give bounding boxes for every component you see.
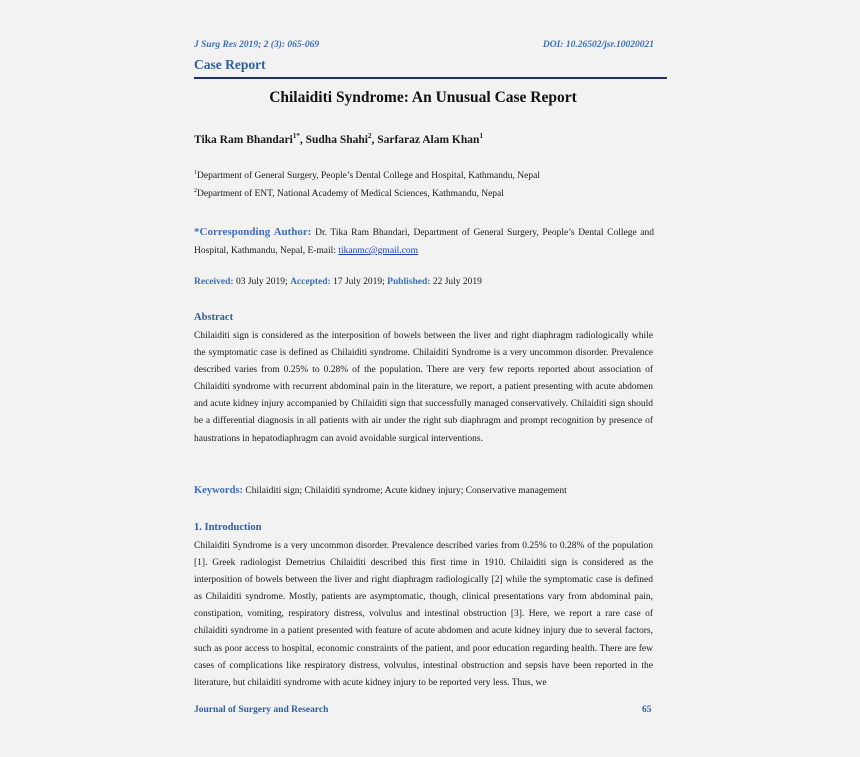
introduction-text: Chilaiditi Syndrome is a very uncommon disorder. Prevalence described varies from 0.25% to 0.28% of the population [1]. Greek radiologist Demetrius Chilaiditi described this first time in 1910. Chilaiditi sign is considered as the interposition of bowels between the liver and right diaphragm radiologically [2] while the symptomatic case is defined as Chilaiditi syndrome. Mostly, patients are asymptomatic, though, clinical presentations vary from abdominal pain, constipation, vomiting, respiratory distress, volvulus and intestinal obstruction [3]. Here, we report a rare case of chilaiditi syndrome in a patient presented with feature of acute abdomen and acute kidney injury due to several factors, such as poor access to hospital, economic constraints of the patient, and poor education regarding health. There are few cases of complications like respiratory distress, volvulus, intestinal obstruction and sepsis have been reported in the literature, but chilaiditi syndrome with acute kidney injury to be reported very less. Thus, we bbox=[194, 541, 653, 688]
publication-dates bbox=[194, 277, 482, 287]
author-sup: 2 bbox=[367, 132, 372, 140]
header-divider bbox=[194, 77, 667, 79]
affiliation-sup: 1 bbox=[194, 170, 197, 176]
corresponding-text: Dr. Tika Ram Bhandari, Department of General Surgery, People’s Dental College and Hospital, Kathmandu, Nepal, E-mail: bbox=[194, 228, 655, 256]
author-name: Sarfaraz Alam Khan bbox=[377, 133, 480, 146]
affiliation bbox=[194, 170, 540, 181]
keywords bbox=[194, 485, 567, 496]
introduction-heading: 1. Introduction bbox=[194, 522, 262, 533]
article-type: Case Report bbox=[194, 57, 266, 72]
published-date: 22 July 2019 bbox=[432, 277, 482, 287]
author-name: Tika Ram Bhandari bbox=[194, 133, 293, 146]
article-title: Chilaiditi Syndrome: An Unusual Case Report bbox=[269, 89, 577, 106]
affiliation bbox=[194, 188, 504, 199]
received-label: Received: bbox=[194, 277, 234, 287]
corresponding-author bbox=[194, 223, 654, 260]
keywords-label: Keywords: bbox=[194, 485, 243, 496]
journal-citation: J Surg Res 2019; 2 (3): 065-069 bbox=[194, 40, 320, 50]
corresponding-label: *Corresponding Author: bbox=[194, 226, 312, 238]
accepted-date: 17 July 2019; bbox=[333, 277, 385, 287]
affiliation-sup: 2 bbox=[194, 188, 197, 194]
received-date: 03 July 2019; bbox=[235, 277, 288, 287]
affiliation-text: Department of General Surgery, People’s Dental College and Hospital, Kathmandu, Nepal bbox=[197, 171, 540, 182]
page-number: 65 bbox=[642, 705, 652, 715]
author-list: Tika Ram Bhandari$^{1*}$, Sudha Shahi$^2$, Sarfaraz Alam Khan$^1$ bbox=[194, 132, 483, 146]
author-sup: 1* bbox=[292, 132, 300, 140]
abstract-text: Chilaiditi sign is considered as the interposition of bowels between the liver and right diaphragm radiologically while the symptomatic case is defined as Chilaiditi syndrome. Chilaiditi Syndrome is a very uncommon disorder. Prevalence described varies from 0.25% to 0.28% of the population. There are very few reports reported about association of Chilaiditi syndrome with recurrent abdominal pain in the literature, we report, a patient presenting with acute abdomen and acute kidney injury accompanied by Chilaiditi sign that successfully managed conservatively. Chilaiditi sign should be a differential diagnosis in all patients with air under the right sub diaphragm and prompt recognition by presence of haustrations in hepatodiaphragm can avoid avoidable surgical interventions. bbox=[194, 331, 653, 444]
keywords-text: Chilaiditi sign; Chilaiditi syndrome; Acute kidney injury; Conservative management bbox=[245, 486, 567, 496]
footer-journal: Journal of Surgery and Research bbox=[194, 705, 329, 715]
author-name: Sudha Shahi bbox=[305, 133, 368, 146]
abstract-heading: Abstract bbox=[194, 312, 234, 323]
author-sup: 1 bbox=[479, 132, 483, 140]
email-link[interactable]: tikanmc@gmail.com bbox=[338, 246, 419, 256]
doi-label: DOI: 10.26502/jsr.10020021 bbox=[542, 40, 654, 50]
published-label: Published: bbox=[387, 277, 431, 287]
accepted-label: Accepted: bbox=[290, 277, 331, 287]
affiliation-text: Department of ENT, National Academy of Medical Sciences, Kathmandu, Nepal bbox=[197, 189, 504, 200]
